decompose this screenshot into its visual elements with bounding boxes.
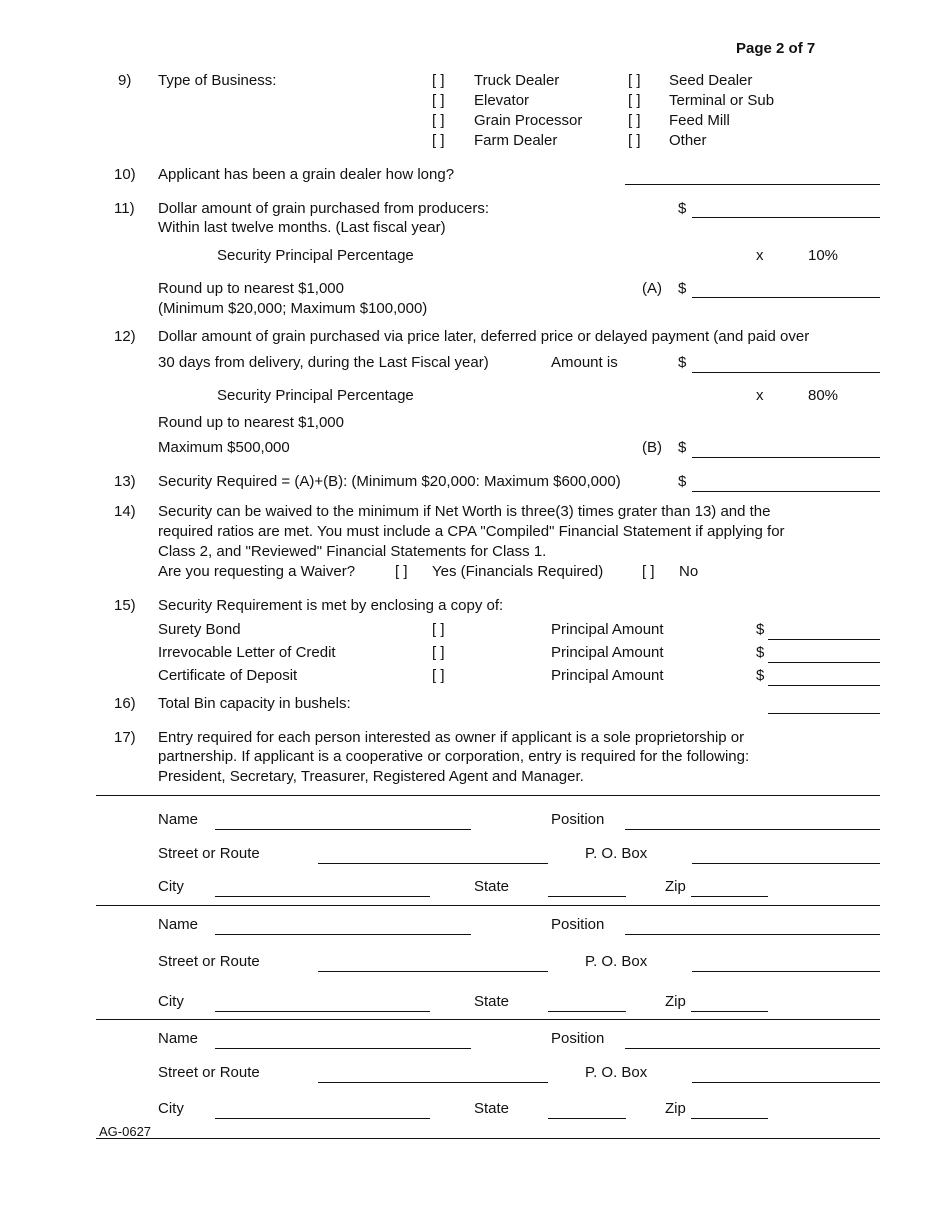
checkbox-terminal[interactable]: [ ]	[628, 92, 641, 109]
q12-percentage: 80%	[808, 387, 839, 404]
person-1-zip-label: Zip	[665, 878, 686, 895]
letter-of-credit-amount-line[interactable]	[768, 662, 880, 663]
person-2-street-line[interactable]	[318, 971, 548, 972]
person-3-zip-line[interactable]	[691, 1118, 768, 1119]
q12-amount-label: Amount is	[551, 354, 618, 371]
q14-line2: required ratios are met. You must include a CPA "Compiled" Financial Statement if applying for	[158, 523, 785, 540]
person-3-city-line[interactable]	[215, 1118, 430, 1119]
person-2-pobox-line[interactable]	[692, 971, 880, 972]
q14-line1: Security can be waived to the minimum if Net Worth is three(3) times grater than 13) and the	[158, 503, 771, 520]
q12-percentage-label: Security Principal Percentage	[217, 387, 414, 404]
person-1-position-line[interactable]	[625, 829, 880, 830]
person-3-pobox-label: P. O. Box	[585, 1064, 648, 1081]
q10-number: 10)	[114, 166, 136, 183]
q9-label: Type of Business:	[158, 72, 277, 89]
q13-label: Security Required = (A)+(B): (Minimum $20,000: Maximum $600,000)	[158, 473, 621, 490]
q11-line2: Within last twelve months. (Last fiscal year)	[158, 219, 446, 236]
person-2-pobox-label: P. O. Box	[585, 953, 648, 970]
q16-number: 16)	[114, 695, 136, 712]
person-1-divider	[96, 795, 880, 796]
footer-divider	[96, 1138, 880, 1139]
q11-dollar: $	[678, 200, 687, 217]
person-1-street-line[interactable]	[318, 863, 548, 864]
letter-of-credit-amount-label: Principal Amount	[551, 644, 664, 661]
q11-amount-line[interactable]	[692, 217, 880, 218]
checkbox-truck-dealer[interactable]: [ ]	[432, 72, 445, 89]
person-1-pobox-line[interactable]	[692, 863, 880, 864]
person-2-city-line[interactable]	[215, 1011, 430, 1012]
q12-b-dollar: $	[678, 439, 687, 456]
person-3-divider	[96, 1019, 880, 1020]
person-3-street-label: Street or Route	[158, 1064, 260, 1081]
surety-bond-amount-label: Principal Amount	[551, 621, 664, 638]
person-1-name-line[interactable]	[215, 829, 471, 830]
person-3-name-line[interactable]	[215, 1048, 471, 1049]
waiver-yes-label: Yes (Financials Required)	[432, 563, 604, 580]
q9-number: 9)	[118, 72, 132, 89]
q13-number: 13)	[114, 473, 136, 490]
surety-bond-dollar: $	[756, 621, 765, 638]
person-1-pobox-label: P. O. Box	[585, 845, 648, 862]
q17-line3: President, Secretary, Treasurer, Registered Agent and Manager.	[158, 768, 584, 785]
certificate-of-deposit-amount-line[interactable]	[768, 685, 880, 686]
q12-multiply: x	[756, 387, 764, 404]
person-2-state-line[interactable]	[548, 1011, 626, 1012]
q17-number: 17)	[114, 729, 136, 746]
option-terminal: Terminal or Sub	[669, 92, 775, 109]
q16-label: Total Bin capacity in bushels:	[158, 695, 351, 712]
checkbox-waiver-yes[interactable]: [ ]	[395, 563, 408, 580]
q17-line1: Entry required for each person interested as owner if applicant is a sole proprietorship or	[158, 729, 745, 746]
option-other: Other	[669, 132, 707, 149]
person-2-position-line[interactable]	[625, 934, 880, 935]
q14-line4: Are you requesting a Waiver?	[158, 563, 356, 580]
bin-capacity-line[interactable]	[768, 713, 880, 714]
q12-round-line2: Maximum $500,000	[158, 439, 290, 456]
q10-input-line[interactable]	[625, 184, 880, 185]
certificate-of-deposit-amount-label: Principal Amount	[551, 667, 664, 684]
certificate-of-deposit-dollar: $	[756, 667, 765, 684]
checkbox-waiver-no[interactable]: [ ]	[642, 563, 655, 580]
q14-line3: Class 2, and "Reviewed" Financial Statements for Class 1.	[158, 543, 547, 560]
q11-round-line2: (Minimum $20,000; Maximum $100,000)	[158, 300, 428, 317]
person-3-position-label: Position	[551, 1030, 605, 1047]
q11-multiply: x	[756, 247, 764, 264]
q10-label: Applicant has been a grain dealer how long?	[158, 166, 455, 183]
q15-number: 15)	[114, 597, 136, 614]
person-2-zip-label: Zip	[665, 993, 686, 1010]
checkbox-elevator[interactable]: [ ]	[432, 92, 445, 109]
person-2-name-line[interactable]	[215, 934, 471, 935]
q11-tag-a: (A)	[642, 280, 662, 297]
surety-bond-amount-line[interactable]	[768, 639, 880, 640]
q11-number: 11)	[114, 200, 135, 217]
letter-of-credit-label: Irrevocable Letter of Credit	[158, 644, 336, 661]
person-1-name-label: Name	[158, 811, 199, 828]
person-2-zip-line[interactable]	[691, 1011, 768, 1012]
person-2-position-label: Position	[551, 916, 605, 933]
person-3-street-line[interactable]	[318, 1082, 548, 1083]
q17-line2: partnership. If applicant is a cooperative or corporation, entry is required for the following:	[158, 748, 750, 765]
q11-a-amount-line[interactable]	[692, 297, 880, 298]
person-3-state-label: State	[474, 1100, 510, 1117]
option-seed-dealer: Seed Dealer	[669, 72, 753, 89]
waiver-no-label: No	[679, 563, 699, 580]
q11-line1: Dollar amount of grain purchased from producers:	[158, 200, 489, 217]
q12-b-amount-line[interactable]	[692, 457, 880, 458]
option-grain-processor: Grain Processor	[474, 112, 583, 129]
q12-dollar: $	[678, 354, 687, 371]
person-1-zip-line[interactable]	[691, 896, 768, 897]
person-1-position-label: Position	[551, 811, 605, 828]
checkbox-grain-processor[interactable]: [ ]	[432, 112, 445, 129]
q12-amount-line[interactable]	[692, 372, 880, 373]
person-2-name-label: Name	[158, 916, 199, 933]
option-feed-mill: Feed Mill	[669, 112, 730, 129]
person-2-divider	[96, 905, 880, 906]
person-1-city-label: City	[158, 878, 184, 895]
person-3-name-label: Name	[158, 1030, 199, 1047]
q14-number: 14)	[114, 503, 136, 520]
person-2-state-label: State	[474, 993, 510, 1010]
q11-round-line1: Round up to nearest $1,000	[158, 280, 344, 297]
person-2-city-label: City	[158, 993, 184, 1010]
person-3-position-line[interactable]	[625, 1048, 880, 1049]
certificate-of-deposit-label: Certificate of Deposit	[158, 667, 298, 684]
form-id: AG-0627	[99, 1124, 152, 1139]
q12-line2: 30 days from delivery, during the Last Fiscal year)	[158, 354, 489, 371]
page-number: Page 2 of 7	[736, 40, 816, 57]
checkbox-letter-of-credit[interactable]: [ ]	[432, 644, 445, 661]
person-3-state-line[interactable]	[548, 1118, 626, 1119]
person-3-zip-label: Zip	[665, 1100, 686, 1117]
person-1-street-label: Street or Route	[158, 845, 260, 862]
person-1-state-line[interactable]	[548, 896, 626, 897]
q13-amount-line[interactable]	[692, 491, 880, 492]
q12-round-line1: Round up to nearest $1,000	[158, 414, 344, 431]
checkbox-seed-dealer[interactable]: [ ]	[628, 72, 641, 89]
q12-number: 12)	[114, 328, 136, 345]
person-3-city-label: City	[158, 1100, 184, 1117]
surety-bond-label: Surety Bond	[158, 621, 241, 638]
person-1-city-line[interactable]	[215, 896, 430, 897]
letter-of-credit-dollar: $	[756, 644, 765, 661]
checkbox-surety-bond[interactable]: [ ]	[432, 621, 445, 638]
person-2-street-label: Street or Route	[158, 953, 260, 970]
q12-line1: Dollar amount of grain purchased via price later, deferred price or delayed payment (and paid over	[158, 328, 810, 345]
q11-a-dollar: $	[678, 280, 687, 297]
q11-percentage-label: Security Principal Percentage	[217, 247, 414, 264]
q11-percentage: 10%	[808, 247, 839, 264]
person-3-pobox-line[interactable]	[692, 1082, 880, 1083]
option-farm-dealer: Farm Dealer	[474, 132, 558, 149]
checkbox-farm-dealer[interactable]: [ ]	[432, 132, 445, 149]
q12-tag-b: (B)	[642, 439, 662, 456]
q15-label: Security Requirement is met by enclosing a copy of:	[158, 597, 504, 614]
checkbox-feed-mill[interactable]: [ ]	[628, 112, 641, 129]
option-truck-dealer: Truck Dealer	[474, 72, 560, 89]
checkbox-other[interactable]: [ ]	[628, 132, 641, 149]
q13-dollar: $	[678, 473, 687, 490]
person-1-state-label: State	[474, 878, 510, 895]
checkbox-certificate-of-deposit[interactable]: [ ]	[432, 667, 445, 684]
option-elevator: Elevator	[474, 92, 530, 109]
